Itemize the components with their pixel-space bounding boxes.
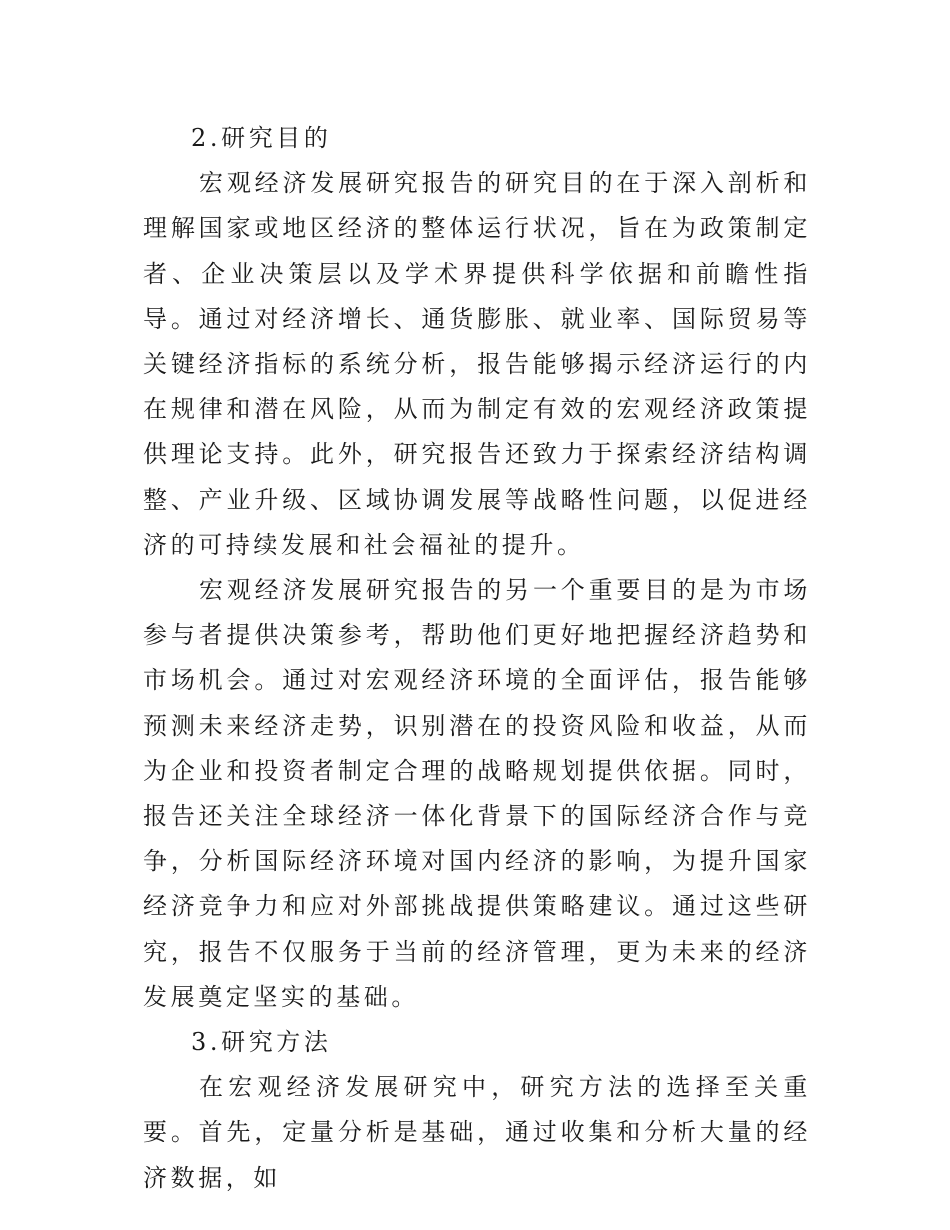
section-heading-research-method: 3.研究方法	[191, 1028, 332, 1057]
paragraph-method-1: 在宏观经济发展研究中，研究方法的选择至关重要。首先，定量分析是基础，通过收集和分析大量的经济数据，如	[143, 1073, 811, 1192]
section-heading-research-purpose: 2.研究目的	[191, 124, 332, 152]
document-body	[143, 116, 811, 1201]
paragraph-purpose-1: 宏观经济发展研究报告的研究目的在于深入剖析和理解国家或地区经济的整体运行状况，旨在为政策制定者、企业决策层以及学术界提供科学依据和前瞻性指导。通过对经济增长、通货膨胀、就业率、国际贸易等关键经济指标的系统分析，报告能够揭示经济运行的内在规律和潜在风险，从而为制定有效的宏观经济政策提供理论支持。此外，研究报告还致力于探索经济结构调整、产业升级、区域协调发展等战略性问题，以促进经济的可持续发展和社会福祉的提升。	[143, 169, 811, 559]
paragraph-purpose-2: 宏观经济发展研究报告的另一个重要目的是为市场参与者提供决策参考，帮助他们更好地把握经济趋势和市场机会。通过对宏观经济环境的全面评估，报告能够预测未来经济走势，识别潜在的投资风险和收益，从而为企业和投资者制定合理的战略规划提供依据。同时，报告还关注全球经济一体化背景下的国际经济合作与竞争，分析国际经济环境对国内经济的影响，为提升国家经济竞争力和应对外部挑战提供策略建议。通过这些研究，报告不仅服务于当前的经济管理，更为未来的经济发展奠定坚实的基础。	[143, 576, 811, 1011]
